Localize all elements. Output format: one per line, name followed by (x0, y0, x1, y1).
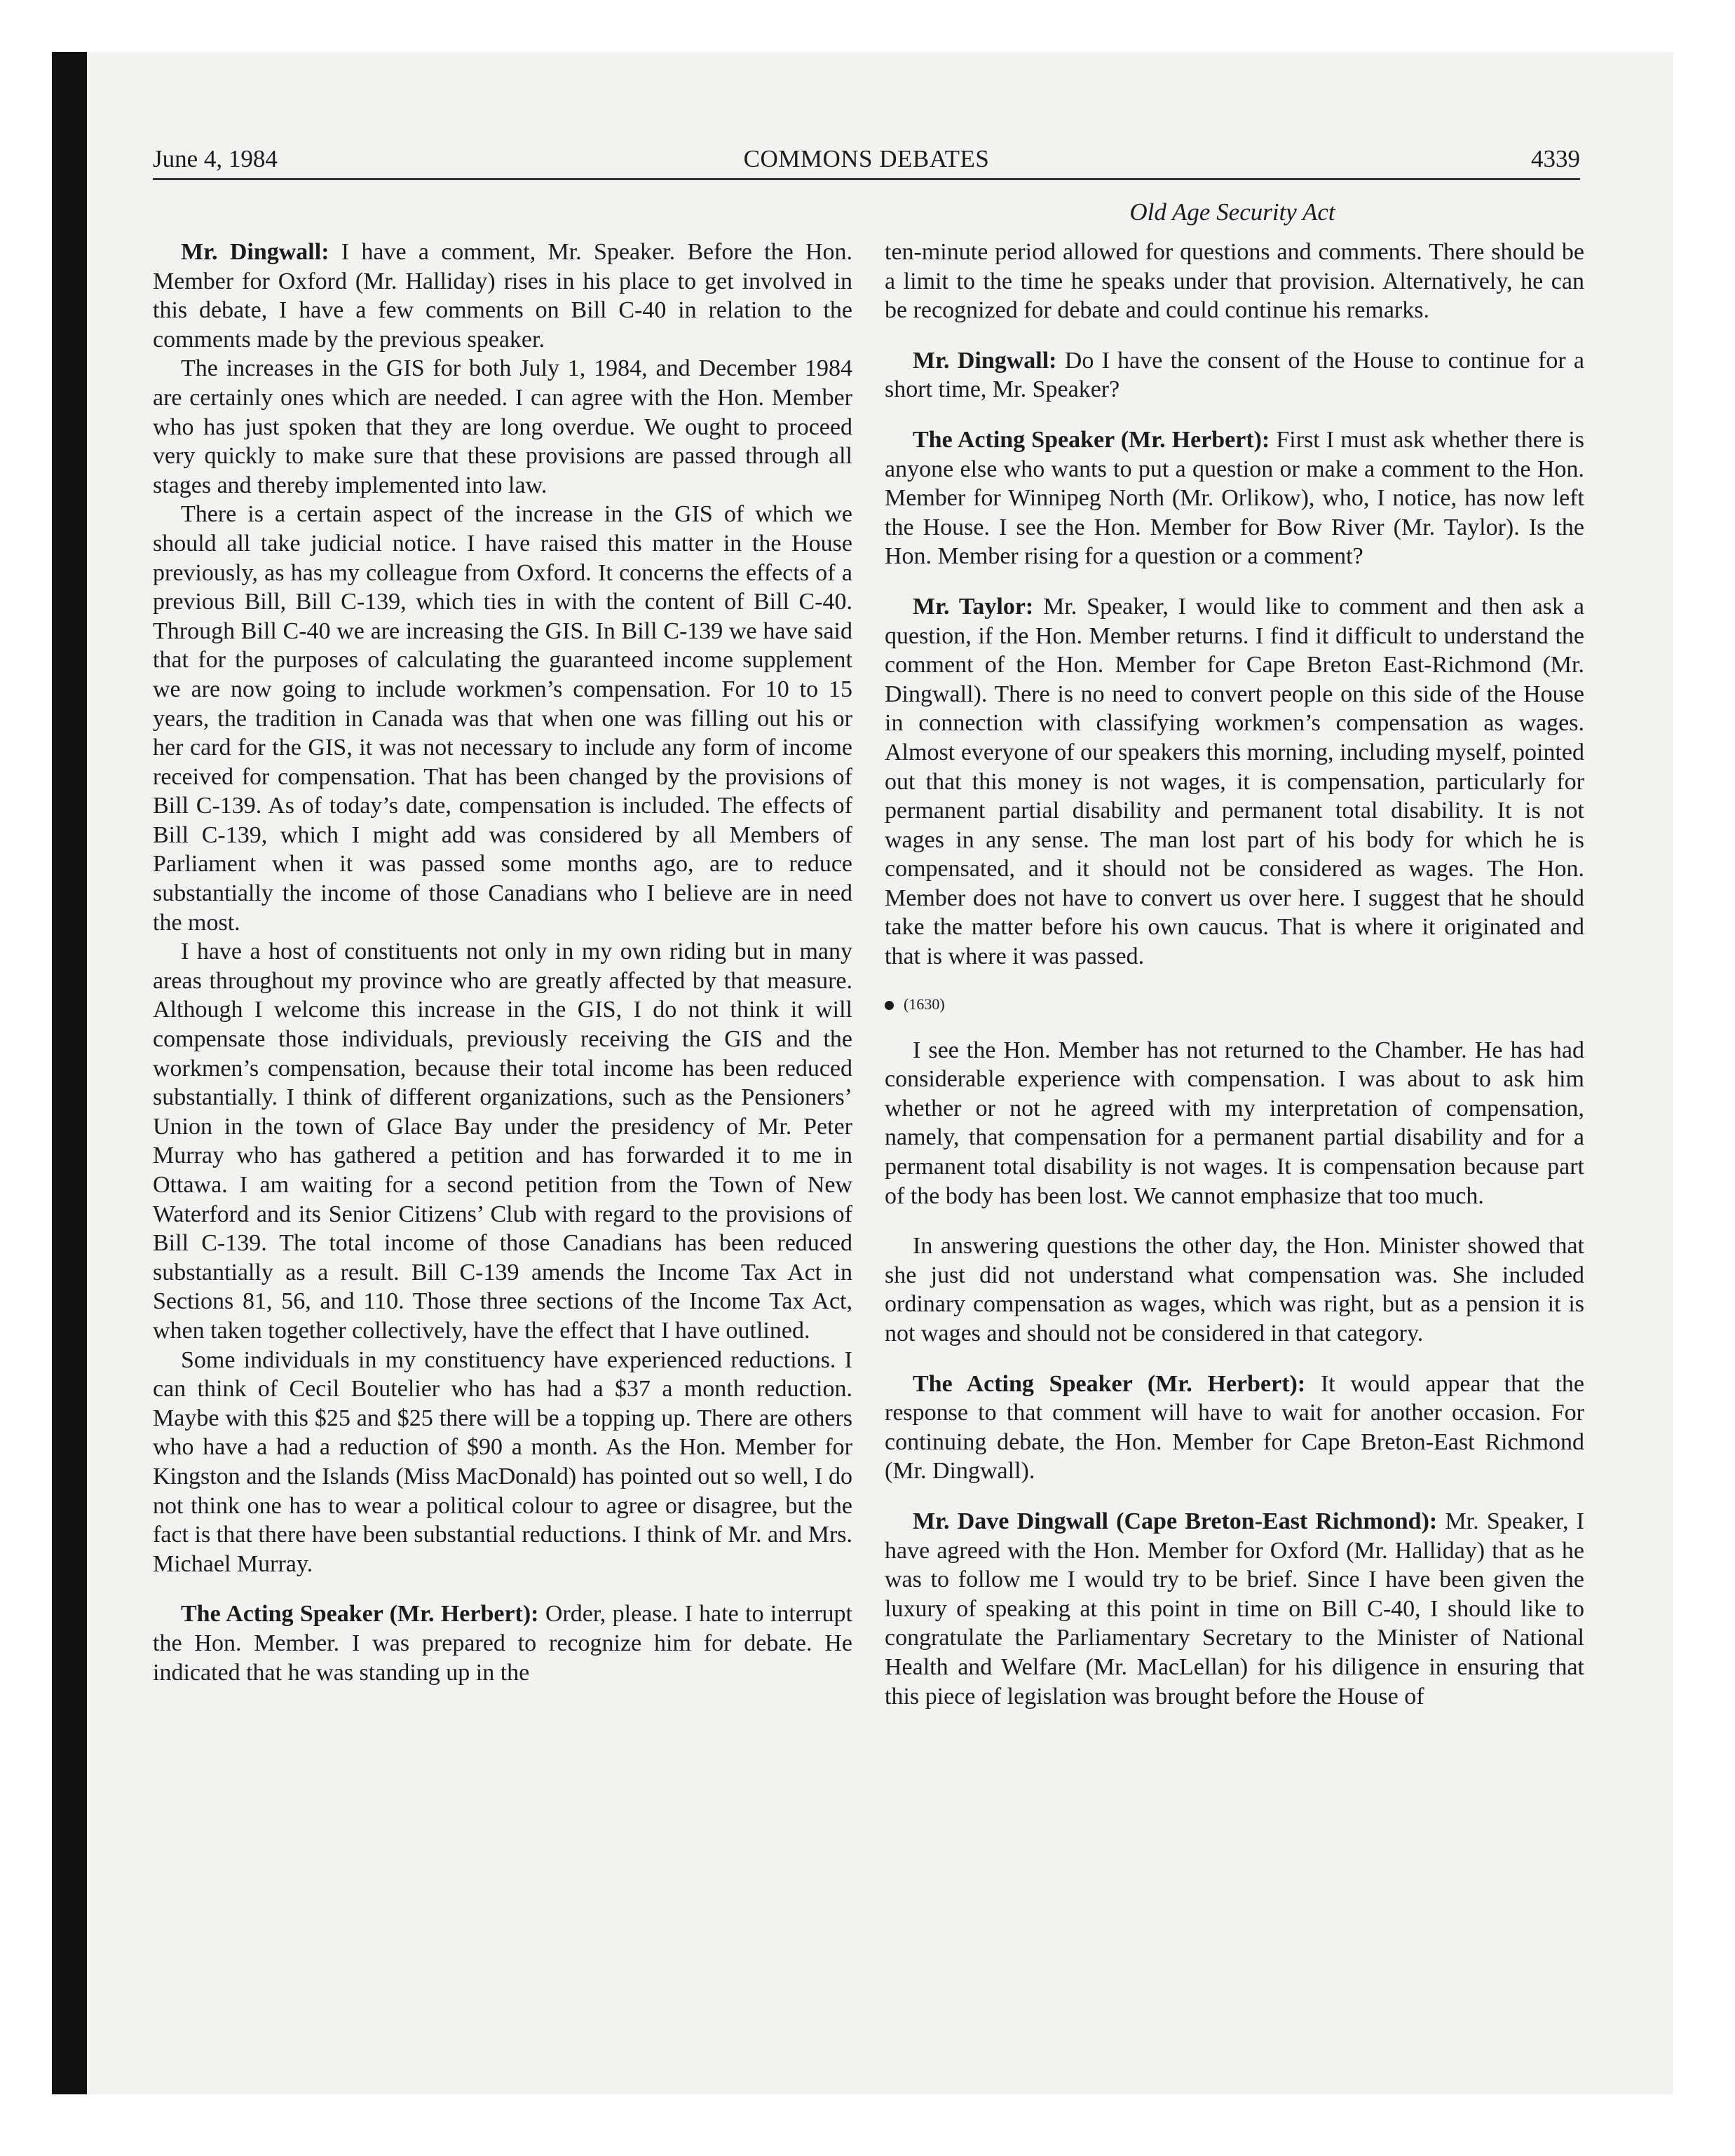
paragraph (885, 346, 1584, 404)
paragraph (885, 238, 1584, 325)
paragraph (153, 500, 852, 937)
header-page-number: 4339 (1531, 145, 1580, 172)
paragraph-text: I have a comment, Mr. Speaker. Before the Hon. Member for Oxford (Mr. Halliday) rises in his place to get involved in this debate, I have a few comments on Bill C-40 in relation to the comments made by the previous speaker. (153, 239, 852, 353)
paragraph (885, 592, 1584, 971)
paragraph-text: Mr. Speaker, I have agreed with the Hon. Member for Oxford (Mr. Halliday) that as he was to follow me I would try to be brief. Since I have been given the luxury of speaking at this point in time on Bill C-40, I should like to congratulate the Parliamentary Secretary to the Minister of National Health and Welfare (Mr. MacLellan) for his diligence in ensuring that this piece of legislation was brought before the House of (885, 1508, 1584, 1710)
paragraph-text: ten-minute period allowed for questions and comments. There should be a limit to the time he speaks under that provision. Alternatively, he can be recognized for debate and could continue his remarks. (885, 239, 1584, 324)
running-head: Old Age Security Act (1129, 198, 1335, 226)
paragraph-text: It would appear that the response to that comment will have to wait for another occasion. For continuing debate, the Hon. Member for Cape Breton-East Richmond (Mr. Dingwall). (885, 1370, 1584, 1485)
paragraph-text: First I must ask whether there is anyone else who wants to put a question or make a comment to the Hon. Member for Winnipeg North (Mr. Orlikow), who, I notice, has now left the House. I see the Hon. Member for Bow River (Mr. Taylor). Is the Hon. Member rising for a question or a comment? (885, 426, 1585, 570)
speaker-name: The Acting Speaker (Mr. Herbert): (913, 426, 1270, 453)
paragraph-text: Some individuals in my constituency have experienced reductions. I can think of Cecil Boutelier who has had a $37 a month reduction. Maybe with this $25 and $25 there will be a topping up. There are others who have a had a reduction of $90 a month. As the Hon. Member for Kingston and the Islands (Miss MacDonald) has pointed out so well, I do not think one has to wear a political colour to agree or disagree, but the fact is that there have been substantial reductions. I think of Mr. and Mrs. Michael Murray. (153, 1346, 852, 1577)
paragraph-text: Mr. Speaker, I would like to comment and then ask a question, if the Hon. Member returns. I find it difficult to understand the comment of the Hon. Member for Cape Breton East-Richmond (Mr. Dingwall). There is no need to convert people on this side of the House in connection with classifying workmen’s compensation as wages. Almost everyone of our speakers this morning, including myself, pointed out that this money is not wages, it is compensation, particularly for permanent partial disability and permanent total disability. It is not wages in any sense. The man lost part of his body for which he is compensated, and it should not be considered as wages. The Hon. Member does not have to convert us over here. I suggest that he should take the matter before his own caucus. That is where it originated and that is where it was passed. (885, 593, 1584, 970)
paragraph-text: I see the Hon. Member has not returned to the Chamber. He has had considerable experience with compensation. I was about to ask him whether or not he agreed with my interpretation of compensation, namely, that compensation for a permanent partial disability and for a permanent total disability is not wages. It is compensation because part of the body has been lost. We cannot emphasize that too much. (885, 1037, 1584, 1209)
paragraph (153, 1346, 852, 1579)
paragraph (885, 425, 1584, 571)
speaker-name: The Acting Speaker (Mr. Herbert): (181, 1601, 539, 1628)
time-marker-text: (1630) (904, 995, 945, 1013)
right-column (885, 238, 1584, 1711)
paragraph (885, 1370, 1584, 1486)
paragraph-text: In answering questions the other day, the Hon. Minister showed that she just did not understand what compensation was. She included ordinary compensation as wages, which was right, but as a pension it is not wages and should not be considered in that category. (885, 1233, 1584, 1346)
paragraph (153, 1599, 852, 1687)
paragraph (153, 238, 852, 354)
time-marker (885, 992, 1584, 1016)
paragraph (885, 1036, 1584, 1211)
header-date: June 4, 1984 (153, 145, 278, 172)
paragraph-text: Do I have the consent of the House to continue for a short time, Mr. Speaker? (885, 347, 1585, 403)
speaker-name: Mr. Dingwall: (913, 347, 1057, 374)
paragraph (153, 937, 852, 1345)
binding-edge (52, 52, 87, 2094)
header-title: COMMONS DEBATES (743, 145, 990, 172)
speaker-name: Mr. Taylor: (913, 593, 1034, 620)
paragraph-text: I have a host of constituents not only in my own riding but in many areas throughout my province who are greatly affected by that measure. Although I welcome this increase in the GIS, I do not think it will compensate those individuals, previously receiving the GIS and the workmen’s compensation, because their total income has been reduced substantially. I think of different organizations, such as the Pensioners’ Union in the town of Glace Bay under the presidency of Mr. Peter Murray who has gathered a petition and has forwarded it to me in Ottawa. I am waiting for a second petition from the Town of New Waterford and its Senior Citizens’ Club with regard to the provisions of Bill C-139. The total income of those Canadians has been reduced substantially as a result. Bill C-139 amends the Income Tax Act in Sections 81, 56, and 110. Those three sections of the Income Tax Act, when taken together collectively, have the effect that I have outlined. (153, 939, 852, 1344)
speaker-name: Mr. Dave Dingwall (Cape Breton-East Richmond): (913, 1508, 1438, 1534)
left-column (153, 238, 852, 1687)
paragraph-text: The increases in the GIS for both July 1, 1984, and December 1984 are certainly ones which are needed. I can agree with the Hon. Member who has just spoken that they are long overdue. We ought to proceed very quickly to make sure that these provisions are passed through all stages and thereby implemented into law. (153, 355, 852, 498)
paragraph-text: Order, please. I hate to interrupt the Hon. Member. I was prepared to recognize him for debate. He indicated that he was standing up in the (153, 1601, 853, 1686)
paragraph (153, 354, 852, 500)
paragraph (885, 1507, 1584, 1711)
paragraph-text: There is a certain aspect of the increase in the GIS of which we should all take judicial notice. I have raised this matter in the House previously, as has my colleague from Oxford. It concerns the effects of a previous Bill, Bill C-139, which ties in with the content of Bill C-40. Through Bill C-40 we are increasing the GIS. In Bill C-139 we have said that for the purposes of calculating the guaranteed income supplement we are now going to include workmen’s compensation. For 10 to 15 years, the tradition in Canada was that when one was filling out his or her card for the GIS, it was not necessary to include any form of income received for compensation. That has been changed by the provisions of Bill C-139. As of today’s date, compensation is included. The effects of Bill C-139, which I might add was considered by all Members of Parliament when it was passed some months ago, are to reduce substantially the income of those Canadians who I believe are in need the most. (153, 501, 852, 936)
page-header (153, 143, 1580, 180)
speaker-name: The Acting Speaker (Mr. Herbert): (913, 1370, 1306, 1397)
paragraph (885, 1231, 1584, 1348)
speaker-name: Mr. Dingwall: (181, 239, 329, 265)
bullet-icon (885, 1001, 894, 1010)
